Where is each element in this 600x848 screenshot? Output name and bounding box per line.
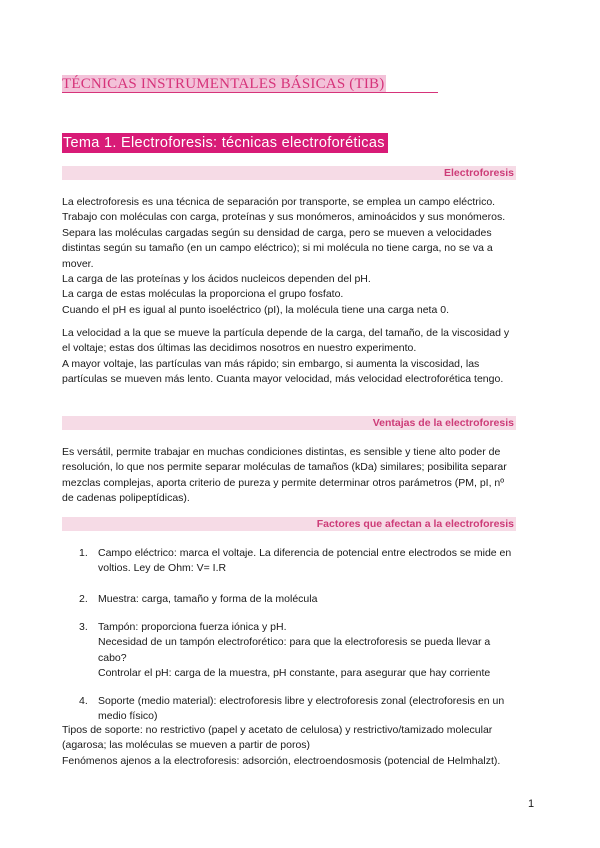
text-line: Es versátil, permite trabajar en muchas condiciones distintas, es sensible y tiene alto poder de bbox=[62, 446, 501, 458]
text-line: Tipos de soporte: no restrictivo (papel y acetato de celulosa) y restrictivo/tamizado molecular bbox=[62, 724, 493, 736]
text-line: Separa las moléculas cargadas según su densidad de carga, pero se mueven a velocidades bbox=[62, 226, 492, 239]
text-line: voltios. Ley de Ohm: V= I.R bbox=[98, 562, 227, 575]
text-line: mezclas complejas, aporta criterio de pureza y permite determinar otros parámetros (PM, pI, nº bbox=[62, 476, 505, 489]
text-line: La velocidad a la que se mueve la partícula depende de la carga, del tamaño, de la viscosidad y bbox=[62, 327, 510, 339]
text-line: cabo? bbox=[98, 651, 127, 664]
text-line: medio físico) bbox=[98, 710, 158, 723]
text-line: Trabajo con moléculas con carga, proteínas y sus monómeros, aminoácidos y sus monómeros. bbox=[62, 211, 506, 224]
paragraph-ventajas bbox=[62, 445, 542, 507]
text-line: La electroforesis es una técnica de separación por transporte, se emplea un campo eléctrico. bbox=[62, 196, 496, 208]
text-line: La carga de las proteínas y los ácidos nucleicos dependen del pH. bbox=[62, 273, 371, 286]
text-line: Controlar el pH: carga de la muestra, pH constante, para asegurar que hay corriente bbox=[98, 667, 491, 680]
text-line: A mayor voltaje, las partículas van más rápido; sin embargo, si aumenta la viscosidad, las bbox=[62, 357, 480, 370]
text-line: Necesidad de un tampón electroforético: para que la electroforesis se pueda llevar a bbox=[98, 636, 491, 649]
list-number: 4. bbox=[79, 695, 88, 707]
section-heading-ventajas: Ventajas de la electroforesis bbox=[62, 416, 516, 430]
section-heading-factores: Factores que afectan a la electroforesis bbox=[62, 517, 516, 531]
text-line: el voltaje; estas dos últimas las decidimos nosotros en nuestro experimento. bbox=[62, 342, 417, 355]
text-line: partículas se mueven más lento. Cuanta mayor velocidad, más velocidad electroforética tengo. bbox=[62, 373, 504, 386]
text-line: Fenómenos ajenos a la electroforesis: adsorción, electroendosmosis (potencial de Helmhalzt). bbox=[62, 754, 501, 767]
list-number: 2. bbox=[79, 593, 88, 605]
title-underline bbox=[62, 92, 438, 93]
text-line: Soporte (medio material): electroforesis libre y electroforesis zonal (electroforesis en un bbox=[98, 695, 505, 707]
text-line: resolución, lo que nos permite separar moléculas de tamaños (kDa) similares; posibilita separar bbox=[62, 461, 507, 474]
paragraph-electroforesis-intro bbox=[62, 195, 542, 318]
section-heading-electroforesis: Electroforesis bbox=[62, 166, 516, 180]
document-title: TÉCNICAS INSTRUMENTALES BÁSICAS (TIB) bbox=[62, 76, 385, 92]
list-number: 3. bbox=[79, 621, 88, 633]
paragraph-soporte-tipos bbox=[62, 723, 542, 769]
tema-heading: Tema 1. Electroforesis: técnicas electroforéticas bbox=[62, 133, 388, 153]
text-line: de cadenas polipeptídicas). bbox=[62, 492, 190, 505]
text-line: mover. bbox=[62, 257, 94, 270]
text-line: Cuando el pH es igual al punto isoeléctrico (pI), la molécula tiene una carga neta 0. bbox=[62, 303, 449, 316]
text-line: Campo eléctrico: marca el voltaje. La diferencia de potencial entre electrodos se mide en bbox=[98, 547, 512, 559]
page-number: 1 bbox=[528, 798, 535, 810]
text-line: distintas según su tamaño (en un campo eléctrico); si mi molécula no tiene carga, no se va a bbox=[62, 242, 493, 255]
text-line: (agarosa; las moléculas se mueven a partir de poros) bbox=[62, 739, 311, 752]
paragraph-electroforesis-velocidad bbox=[62, 326, 542, 388]
text-line: La carga de estas moléculas la proporciona el grupo fosfato. bbox=[62, 288, 344, 301]
list-number: 1. bbox=[79, 547, 88, 559]
text-line: Muestra: carga, tamaño y forma de la molécula bbox=[98, 593, 318, 605]
text-line: Tampón: proporciona fuerza iónica y pH. bbox=[98, 621, 287, 633]
